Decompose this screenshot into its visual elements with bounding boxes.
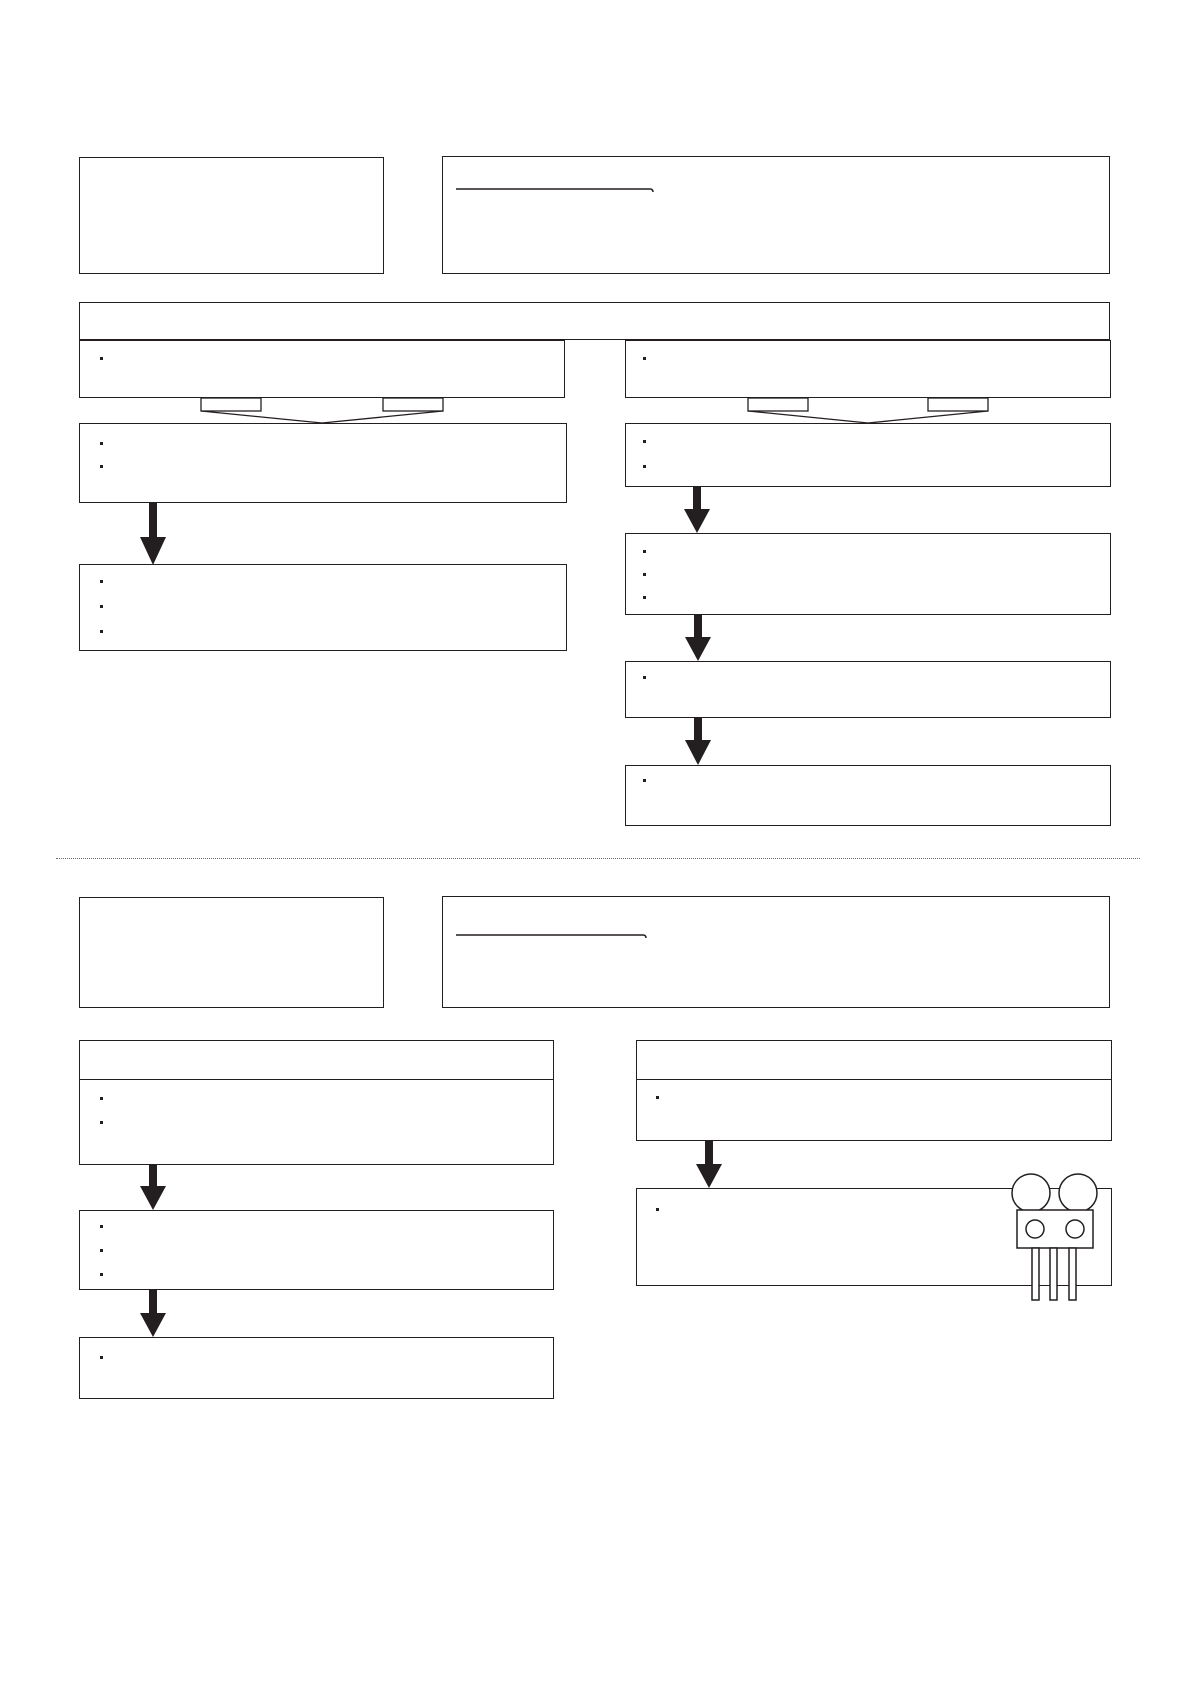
down-arrow-icon	[696, 1141, 722, 1188]
down-arrow-icon	[684, 487, 710, 533]
down-arrow-icon	[685, 718, 711, 765]
section1-left-branch-connector	[201, 398, 443, 423]
down-arrow-icon	[685, 615, 711, 661]
section1-title-underline	[456, 189, 653, 192]
flare-nut-gauge-icon	[1012, 1174, 1097, 1300]
down-arrow-icon	[140, 1290, 166, 1337]
down-arrow-icon	[140, 1165, 166, 1210]
down-arrow-icon	[140, 503, 166, 565]
section1-right-branch-connector	[748, 398, 988, 423]
section2-title-underline	[456, 935, 646, 938]
